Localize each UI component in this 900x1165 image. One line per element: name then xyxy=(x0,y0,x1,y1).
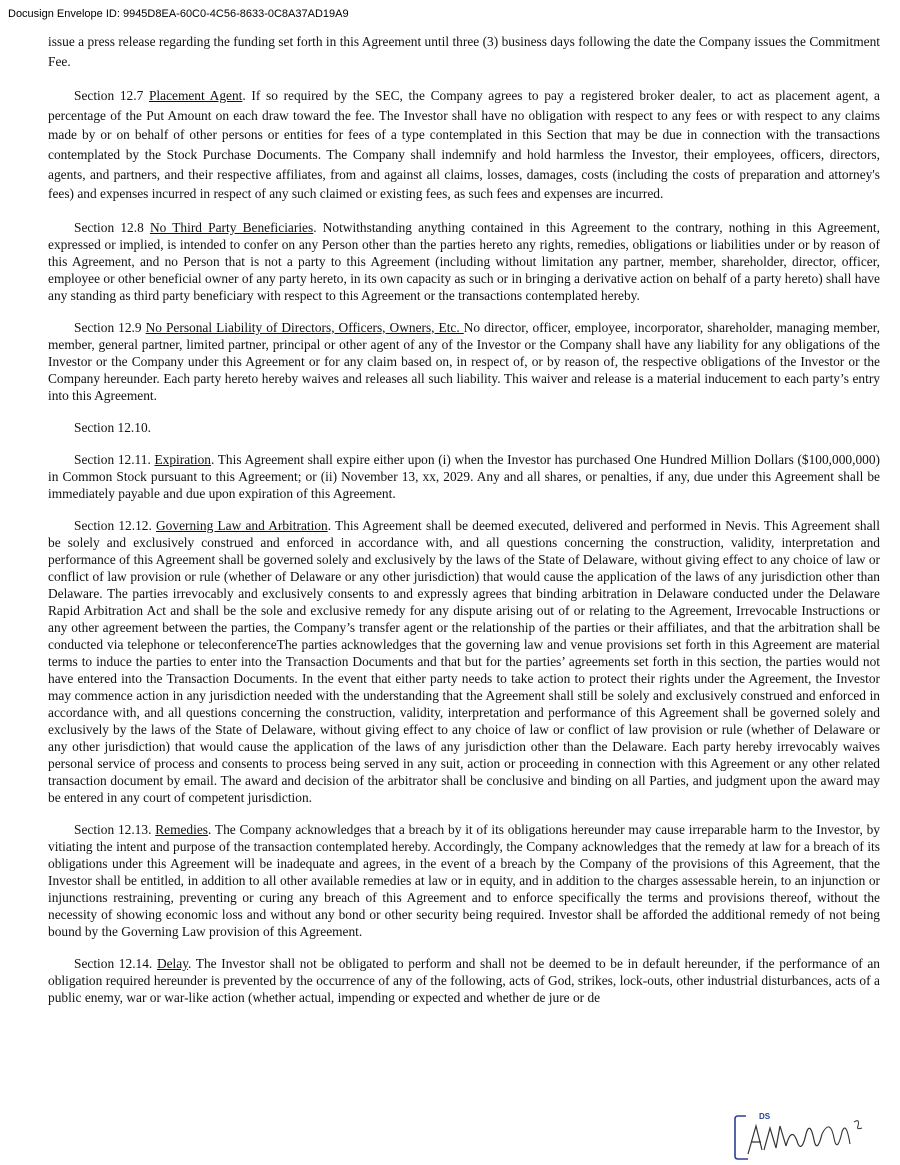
section-title: Placement Agent xyxy=(148,88,243,104)
document-page xyxy=(48,32,880,1021)
section-body: . The Investor shall not be obligated to perform and shall not be deemed to be in default hereunder, if the performance of an obligation required hereunder is prevented by the occurrence of any of the following, acts of God, strikes, lock-outs, other industrial disturbances, acts of a public enemy, war or war-like action (whether actual, impending or expected and whether de jure or de xyxy=(48,955,880,1005)
section-body: . The Company acknowledges that a breach by it of its obligations hereunder may cause irreparable harm to the Investor, by vitiating the intent and purpose of the transaction contemplated hereby. Accordingly, the Company acknowledges that the remedy at law for a breach of its obligations under this Agreement will be inadequate and agrees, in the event of a breach by the Company of the provisions of this Agreement, that the Investor shall be entitled, in addition to all other available remedies at law or in equity, and in addition to the charges assessable herein, to an injunction or injunctions restraining, preventing or curing any breach of this Agreement and to enforce specifically the terms and provisions thereof, without the necessity of showing economic loss and without any bond or other security being required. Investor shall be afforded the additional remedy of not being bound by the Governing Law provision of this Agreement. xyxy=(48,821,880,939)
section-12-8 xyxy=(48,219,880,304)
section-number: Section 12.8 xyxy=(74,219,150,235)
section-number: Section 12.12. xyxy=(74,517,157,533)
docusign-envelope-id: Docusign Envelope ID: 9945D8EA-60C0-4C56-8633-0C8A37AD19A9 xyxy=(8,8,349,20)
section-12-12 xyxy=(48,517,880,806)
section-12-7 xyxy=(48,86,880,204)
section-title: No Third Party Beneficiaries xyxy=(149,219,314,235)
ds-badge: DS xyxy=(759,1112,771,1121)
section-title: Delay xyxy=(156,955,189,971)
section-body: . This Agreement shall be deemed executed, delivered and performed in Nevis. This Agreement shall be solely and exclusively construed and enforced in accordance with, and all questions concerning the construction, validity, interpretation and performance of this Agreement shall be governed solely and exclusively by the laws of the State of Delaware, without giving effect to any choice of law or conflict of law provision or rule (whether of Delaware or any other jurisdiction) that would cause the application of the laws of any jurisdiction other than Delaware. The parties irrevocably and exclusively consents to and expressly agrees that binding arbitration in Delaware conducted under the Delaware Rapid Arbitration Act and shall be the sole and exclusive remedy for any dispute arising out of or relating to the Agreement, Irrevocable Instructions or any other agreement between the parties, the Company’s transfer agent or the relationship of the parties or their affiliates, and that the arbitration shall be conducted via telephone or teleconferenceThe parties acknowledges that the governing law and venue provisions set forth in this Agreement are material terms to induce the parties to enter into the Transaction Documents and that but for the parties’ agreements set forth in this section, the parties would not have entered into the Transaction Documents. In the event that either party needs to take action to protect their rights under the Agreement, the Investor may commence action in any jurisdiction needed with the understanding that the Agreement shall still be solely and exclusively construed and enforced in accordance with, and all questions concerning the construction, validity, interpretation and performance of this Agreement shall be governed solely and exclusively by the laws of the State of Delaware, without giving effect to any choice of law or conflict of law provision or rule (whether of Delaware or any other jurisdiction) that would cause the application of the laws of any jurisdiction other than the Delaware. Each party hereby irrevocably waives personal service of process and consents to process being served in any suit, action or proceeding in connection with this Agreement or any other related transaction document by email. The award and decision of the arbitrator shall be conclusive and binding on all Parties, and judgment upon the award may be entered in any court of competent jurisdiction. xyxy=(48,517,880,805)
section-12-9 xyxy=(48,319,880,404)
section-12-14 xyxy=(48,955,880,1006)
paragraph-continuation: issue a press release regarding the funding set forth in this Agreement until three (3) business days following the date the Company issues the Commitment Fee. xyxy=(48,34,880,69)
docusign-initials-signature xyxy=(734,1110,884,1162)
section-number: Section 12.14. xyxy=(74,955,157,971)
section-number: Section 12.13. xyxy=(74,821,156,837)
section-12-13 xyxy=(48,821,880,940)
section-title: Expiration xyxy=(154,451,211,467)
section-number: Section 12.7 xyxy=(74,88,149,104)
section-title: No Personal Liability of Directors, Officers, Owners, Etc. xyxy=(145,319,464,335)
section-12-10 xyxy=(48,419,880,436)
section-number: Section 12.10. xyxy=(74,419,151,435)
handwritten-initials-icon xyxy=(734,1110,884,1162)
section-title: Governing Law and Arbitration xyxy=(156,517,328,533)
section-12-11 xyxy=(48,451,880,502)
section-body: . Notwithstanding anything contained in this Agreement to the contrary, nothing in this Agreement, expressed or implied, is intended to confer on any Person other than the parties hereto any rights, remedies, obligations or liabilities under or by reason of this Agreement, and no Person that is not a party to this Agreement (including without limitation any partner, member, shareholder, director, officer, employee or other beneficial owner of any party hereto, in its own capacity as such or in bringing a derivative action on behalf of a party hereto) shall have any standing as third party beneficiary with respect to this Agreement or the transactions contemplated hereby. xyxy=(48,219,880,303)
section-number: Section 12.11. xyxy=(74,451,155,467)
section-body: . If so required by the SEC, the Company agrees to pay a registered broker dealer, to act as placement agent, a percentage of the Put Amount on each draw toward the fee. The Investor shall have no obligation with respect to any fees or with respect to any claims made by or on behalf of other persons or entities for fees of a type contemplated in this Section that may be due in connection with the transactions contemplated by the Stock Purchase Documents. The Company shall indemnify and hold harmless the Investor, their employees, officers, directors, agents, and partners, and their respective affiliates, from and against all claims, losses, damages, costs (including the costs of preparation and attorney's fees) and expenses incurred in respect of any such claimed or existing fees, as such fees and expenses are incurred. xyxy=(48,88,881,202)
section-number: Section 12.9 xyxy=(74,319,146,335)
section-body: No director, officer, employee, incorporator, shareholder, managing member, member, general partner, limited partner, principal or other agent of any of the Investor or the Company shall have any liability for any obligations of the Investor or the Company under this Agreement or for any claim based on, in respect of, or by reason of, the respective obligations of the Investor or the Company hereunder. Each party hereto hereby waives and releases all such liability. This waiver and release is a material inducement to each party’s entry into this Agreement. xyxy=(48,319,880,403)
section-title: Remedies xyxy=(155,821,209,837)
section-body: . This Agreement shall expire either upon (i) when the Investor has purchased One Hundred Million Dollars ($100,000,000) in Common Stock pursuant to this Agreement; or (ii) November 13, xx, 2029. Any and all shares, or penalties, if any, due under this Agreement shall be immediately payable and due upon expiration of this Agreement. xyxy=(48,451,881,501)
